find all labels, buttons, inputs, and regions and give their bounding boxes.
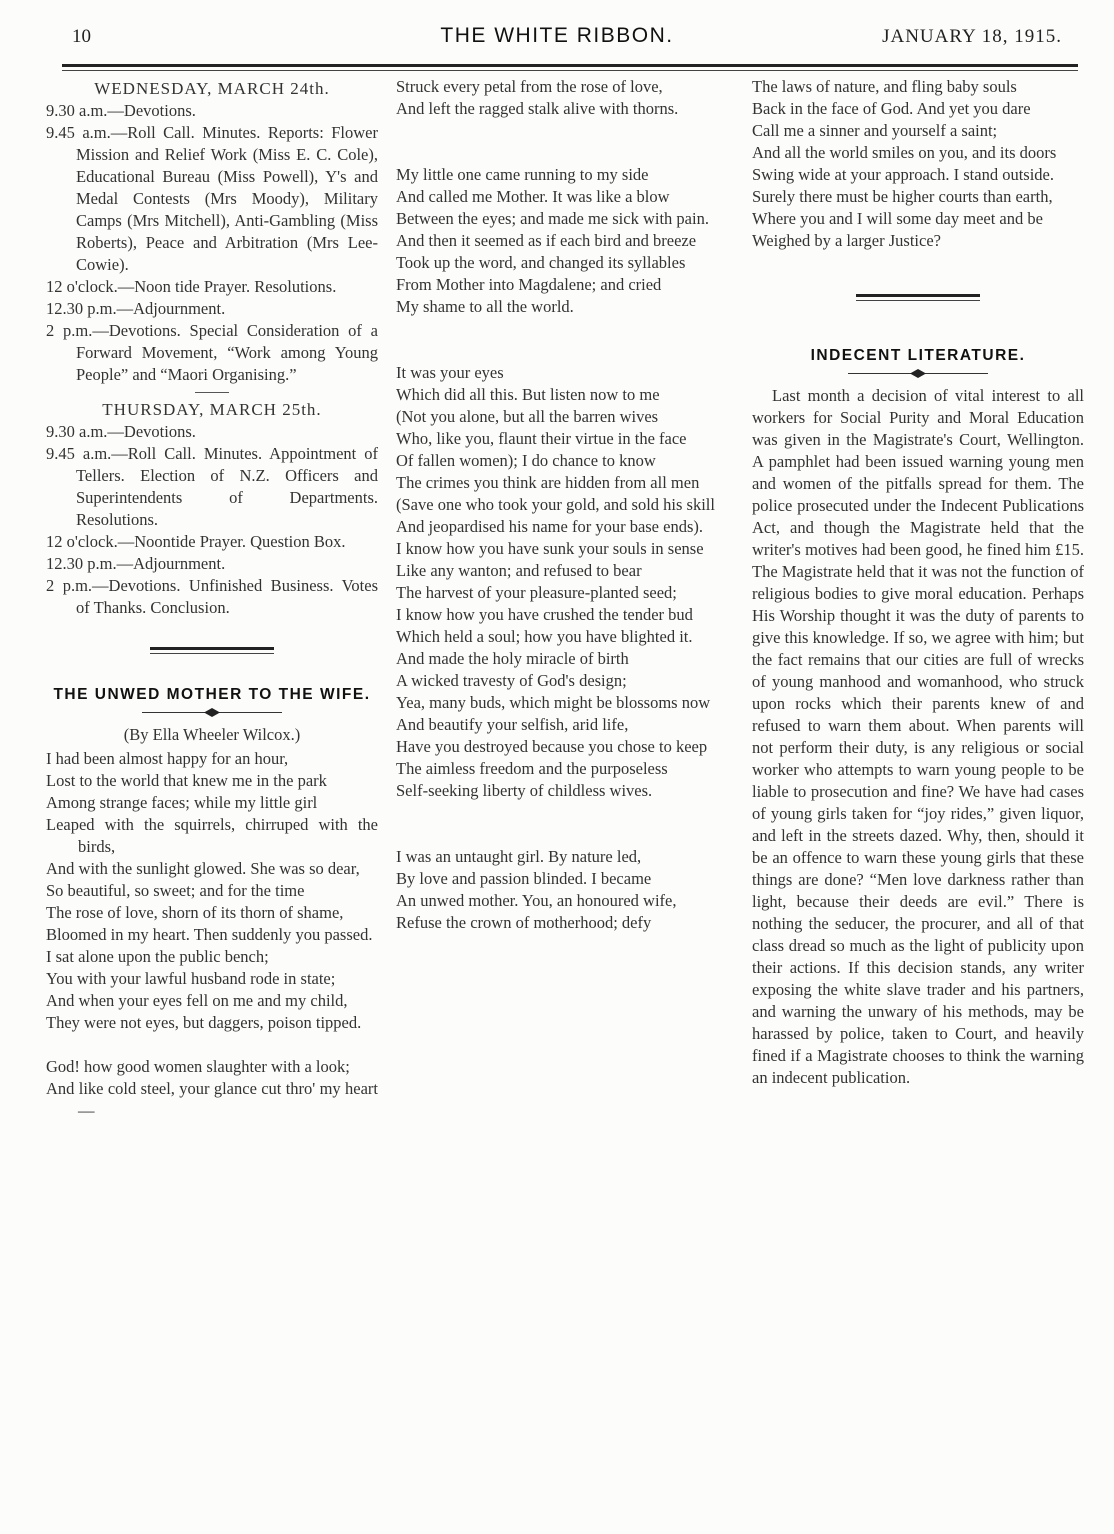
column-3 <box>752 76 1084 1089</box>
poem-line: God! how good women slaughter with a look; <box>46 1057 350 1076</box>
poem-line: They were not eyes, but daggers, poison tipped. <box>46 1013 362 1032</box>
poem-stanza-1 <box>46 748 378 1034</box>
poem-line: And beautify your selfish, arid life, <box>396 715 629 734</box>
poem-line: And left the ragged stalk alive with thorns. <box>396 99 679 118</box>
poem-line: And when your eyes fell on me and my child, <box>46 991 348 1010</box>
double-rule-divider <box>856 294 980 301</box>
poem-line: I sat alone upon the public bench; <box>46 947 269 966</box>
poem-line: And all the world smiles on you, and its doors <box>752 143 1057 162</box>
poem-line: I was an untaught girl. By nature led, <box>396 847 642 866</box>
poem-line: The rose of love, shorn of its thorn of shame, <box>46 903 344 922</box>
wednesday-heading: WEDNESDAY, MARCH 24th. <box>94 79 330 98</box>
poem-line: Between the eyes; and made me sick with pain. <box>396 209 709 228</box>
poem-line: A wicked travesty of God's design; <box>396 671 627 690</box>
poem-line: Swing wide at your approach. I stand outside. <box>752 165 1054 184</box>
poem-line: The aimless freedom and the purposeless <box>396 759 668 778</box>
masthead-title: THE WHITE RIBBON. <box>440 24 674 47</box>
issue-date: JANUARY 18, 1915. <box>882 26 1062 47</box>
poem-line: Who, like you, flaunt their virtue in the face <box>396 429 687 448</box>
header-rule-thin <box>62 70 1078 71</box>
poem-line: Of fallen women); I do chance to know <box>396 451 656 470</box>
poem-stanza-2 <box>46 1056 378 1122</box>
poem-stanza-3 <box>396 164 730 318</box>
poem-line: The harvest of your pleasure-planted seed; <box>396 583 677 602</box>
poem-line: Like any wanton; and refused to bear <box>396 561 642 580</box>
poem-line: Lost to the world that knew me in the park <box>46 771 327 790</box>
poem-line: Which held a soul; how you have blighted it. <box>396 627 693 646</box>
poem-line: Refuse the crown of motherhood; defy <box>396 913 652 932</box>
thursday-heading: THURSDAY, MARCH 25th. <box>102 400 322 419</box>
thursday-program <box>46 421 378 619</box>
program-item: 9.45 a.m.—Roll Call. Minutes. Reports: Flower Mission and Relief Work (Miss E. C. Cole), Educational Bureau (Miss Powell), Y's and Medal Contests (Mrs Moody), Military Camps (Mrs Mitchell), Anti-Gambling (Miss Roberts), Peace and Arbitration (Mrs Lee-Cowie). <box>46 123 378 274</box>
program-item: 12 o'clock.—Noon tide Prayer. Resolutions. <box>46 277 337 296</box>
poem-line: Weighed by a larger Justice? <box>752 231 941 250</box>
poem-line: And made the holy miracle of birth <box>396 649 629 668</box>
poem-line: Yea, many buds, which might be blossoms now <box>396 693 711 712</box>
poem-line: Where you and I will some day meet and be <box>752 209 1043 228</box>
poem-line: Struck every petal from the rose of love, <box>396 77 663 96</box>
poem-stanza-2-continued <box>396 76 730 120</box>
double-rule-divider <box>150 647 274 654</box>
poem-line: Which did all this. But listen now to me <box>396 385 660 404</box>
page-header <box>0 22 1114 52</box>
page-number: 10 <box>72 26 91 47</box>
ornament-divider <box>142 708 282 718</box>
section-divider <box>195 392 229 393</box>
poem-line: The crimes you think are hidden from all men <box>396 473 700 492</box>
poem-line: And with the sunlight glowed. She was so dear, <box>46 859 360 878</box>
poem-line: I know how you have sunk your souls in sense <box>396 539 704 558</box>
poem-line: Have you destroyed because you chose to keep <box>396 737 708 756</box>
poem-line: Bloomed in my heart. Then suddenly you passed. <box>46 925 373 944</box>
program-item: 2 p.m.—Devotions. Unfinished Business. Votes of Thanks. Conclusion. <box>46 576 378 617</box>
poem-stanza-5-continued <box>752 76 1084 252</box>
header-rule <box>62 64 1078 67</box>
ornament-divider <box>848 369 988 379</box>
poem-line: And called me Mother. It was like a blow <box>396 187 670 206</box>
program-item: 9.30 a.m.—Devotions. <box>46 101 196 120</box>
poem-line: By love and passion blinded. I became <box>396 869 652 888</box>
poem-line: And like cold steel, your glance cut thro' my heart— <box>46 1079 378 1120</box>
poem-line: It was your eyes <box>396 363 504 382</box>
poem-line: And jeopardised his name for your base ends). <box>396 517 703 536</box>
poem-byline: (By Ella Wheeler Wilcox.) <box>123 725 301 744</box>
poem-stanza-5 <box>396 846 730 934</box>
poem-line: Among strange faces; while my little girl <box>46 793 318 812</box>
poem-line: Surely there must be higher courts than earth, <box>752 187 1053 206</box>
poem-line: From Mother into Magdalene; and cried <box>396 275 662 294</box>
poem-line: So beautiful, so sweet; and for the time <box>46 881 305 900</box>
article-title: INDECENT LITERATURE. <box>810 347 1026 364</box>
poem-line: Call me a sinner and yourself a saint; <box>752 121 998 140</box>
poem-line: I know how you have crushed the tender bud <box>396 605 693 624</box>
poem-line: My shame to all the world. <box>396 297 574 316</box>
column-2 <box>396 76 730 934</box>
poem-title: THE UNWED MOTHER TO THE WIFE. <box>53 686 371 703</box>
poem-line: Took up the word, and changed its syllables <box>396 253 686 272</box>
poem-line: The laws of nature, and fling baby souls <box>752 77 1017 96</box>
program-item: 9.45 a.m.—Roll Call. Minutes. Appointment of Tellers. Election of N.Z. Officers and Superintendents of Departments. Resolutions. <box>46 444 378 529</box>
program-item: 12.30 p.m.—Adjournment. <box>46 554 226 573</box>
poem-line: I had been almost happy for an hour, <box>46 749 289 768</box>
poem-line: You with your lawful husband rode in state; <box>46 969 336 988</box>
program-item: 2 p.m.—Devotions. Special Consideration of a Forward Movement, “Work among Young People” and “Maori Organising.” <box>46 321 378 384</box>
poem-stanza-4 <box>396 362 730 802</box>
poem-line: My little one came running to my side <box>396 165 649 184</box>
program-item: 9.30 a.m.—Devotions. <box>46 422 196 441</box>
program-item: 12 o'clock.—Noontide Prayer. Question Box. <box>46 532 346 551</box>
poem-line: An unwed mother. You, an honoured wife, <box>396 891 677 910</box>
poem-line: Back in the face of God. And yet you dare <box>752 99 1031 118</box>
poem-line: (Save one who took your gold, and sold his skill <box>396 495 715 514</box>
poem-line: And then it seemed as if each bird and breeze <box>396 231 697 250</box>
poem-line: Self-seeking liberty of childless wives. <box>396 781 653 800</box>
article-body: Last month a decision of vital interest to all workers for Social Purity and Moral Education was given in the Magistrate's Court, Wellington. A pamphlet had been issued warning young men and women of the pitfalls spread for them. The police prosecuted under the Indecent Publications Act, and though the Magistrate held that the writer's motives had been good, he fined him £15. The Magistrate held that it was not the function of religious bodies to give moral education. Perhaps His Worship thought it was the duty of parents to give this knowledge. If so, we agree with him; but the fact remains that our cities are full of wrecks of young manhood and womanhood, who struck upon rocks which their parents knew of and refused to warn them about. When parents will not perform their duty, is any religious or social worker who attempts to warn young people to be liable to prosecution and fine? We have had cases of young girls taken for “joy rides,” given liquor, and left in the streets dazed. Why, then, should it be an offence to warn these young girls that these things are done? “Men love darkness rather than light, because their deeds are evil.” There is nothing the seducer, the procurer, and all of that class dread so much as the light of publicity upon their actions. If this decision stands, any writer exposing the white slave trader and his partners, and warning the unwary of his methods, may be harassed by police, taken to Court, and heavily fined if a Magistrate chooses to think the warning an indecent publication. <box>752 386 1084 1087</box>
poem-line: Leaped with the squirrels, chirruped with the birds, <box>46 815 378 856</box>
poem-line: (Not you alone, but all the barren wives <box>396 407 659 426</box>
program-item: 12.30 p.m.—Adjournment. <box>46 299 226 318</box>
wednesday-program <box>46 100 378 386</box>
column-1 <box>46 76 378 1122</box>
